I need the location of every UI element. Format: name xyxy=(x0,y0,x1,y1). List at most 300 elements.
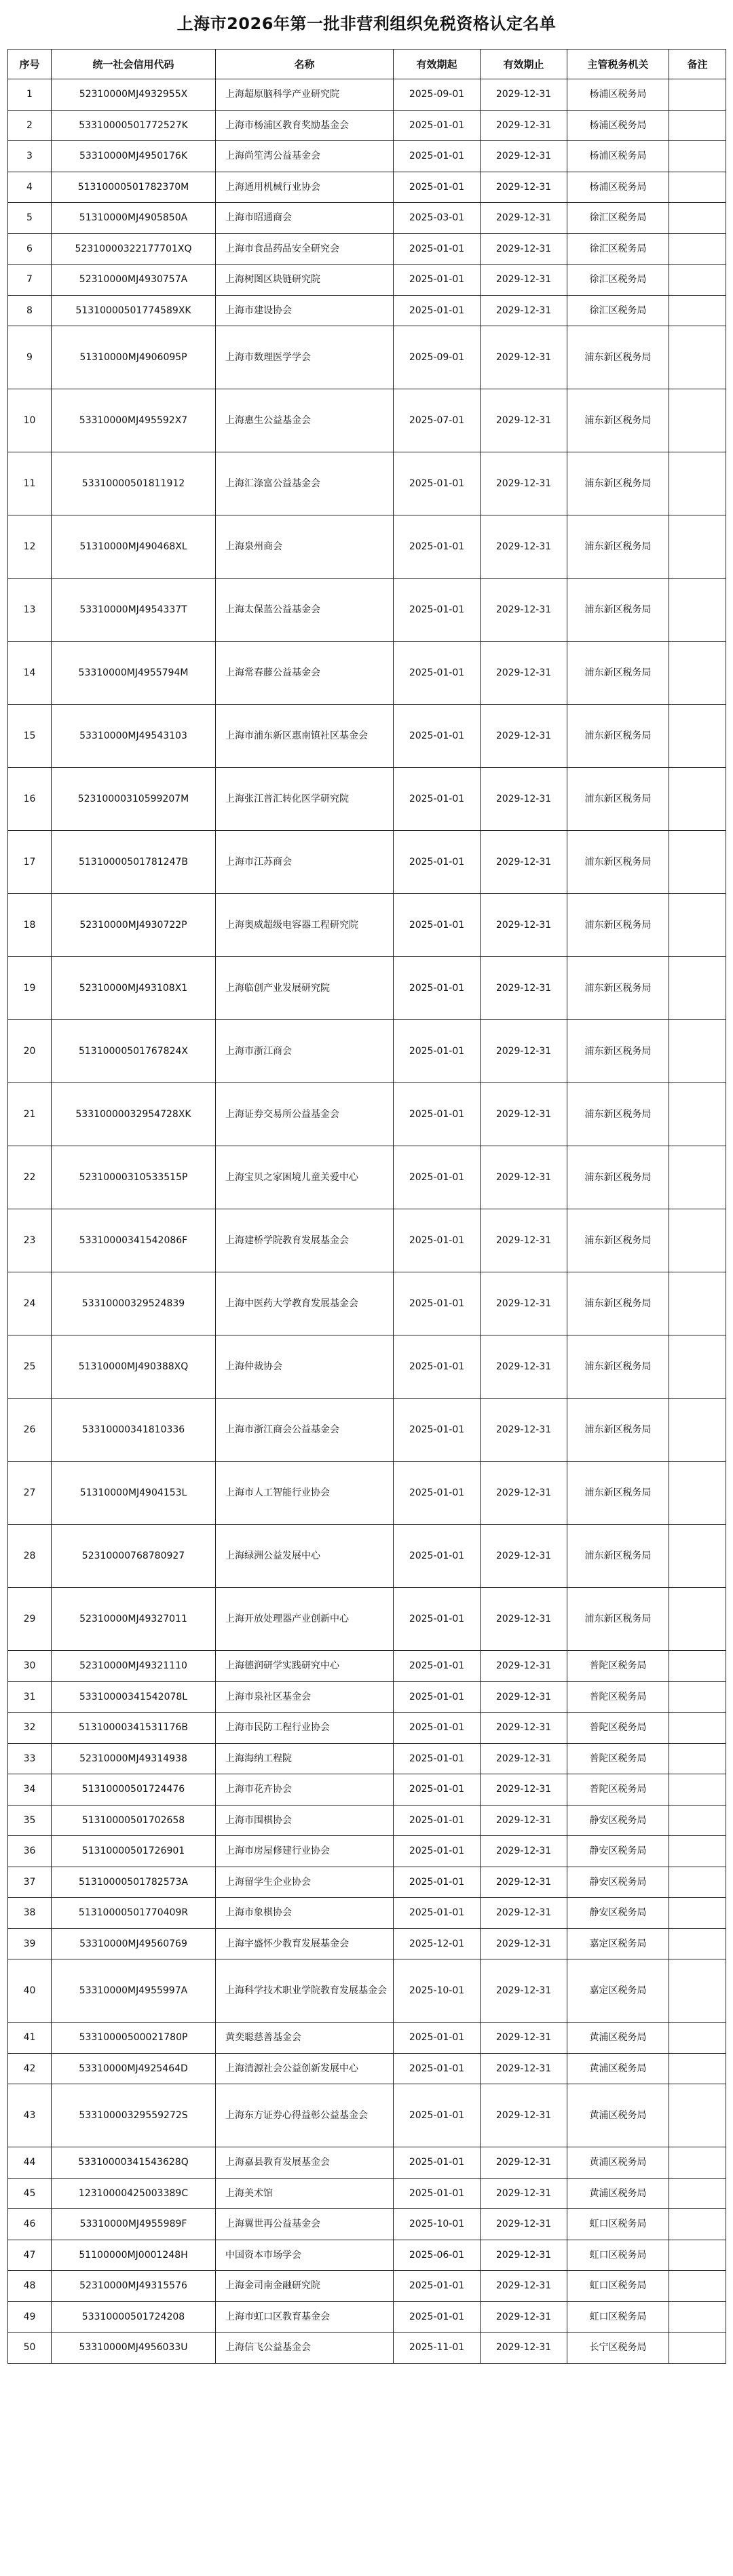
cell-org-name: 上海海纳工程院 xyxy=(216,1743,394,1774)
cell-valid-from: 2025-01-01 xyxy=(394,642,481,705)
cell-tax-authority: 浦东新区税务局 xyxy=(567,957,669,1020)
table-row xyxy=(8,957,726,1020)
cell-credit-code: 51310000MJ4905850A xyxy=(52,203,216,234)
cell-valid-from: 2025-01-01 xyxy=(394,1774,481,1806)
cell-tax-authority: 普陀区税务局 xyxy=(567,1713,669,1744)
cell-valid-to: 2029-12-31 xyxy=(481,515,567,579)
column-header-start: 有效期起 xyxy=(394,50,481,79)
cell-note xyxy=(669,1272,726,1335)
cell-note xyxy=(669,172,726,203)
table-row xyxy=(8,1928,726,1959)
cell-tax-authority: 浦东新区税务局 xyxy=(567,1272,669,1335)
cell-note xyxy=(669,1805,726,1836)
table-row xyxy=(8,2301,726,2333)
cell-valid-to: 2029-12-31 xyxy=(481,1083,567,1146)
cell-note xyxy=(669,2147,726,2179)
cell-org-name: 上海树图区块链研究院 xyxy=(216,265,394,296)
cell-no: 13 xyxy=(8,579,52,642)
table-row xyxy=(8,110,726,141)
cell-note xyxy=(669,1651,726,1682)
cell-org-name: 上海市浦东新区惠南镇社区基金会 xyxy=(216,705,394,768)
cell-credit-code: 53310000MJ4950176K xyxy=(52,141,216,172)
cell-no: 44 xyxy=(8,2147,52,2179)
cell-no: 19 xyxy=(8,957,52,1020)
cell-note xyxy=(669,452,726,515)
cell-note xyxy=(669,1928,726,1959)
cell-valid-to: 2029-12-31 xyxy=(481,1898,567,1929)
cell-valid-to: 2029-12-31 xyxy=(481,1209,567,1272)
cell-no: 16 xyxy=(8,768,52,831)
cell-valid-to: 2029-12-31 xyxy=(481,326,567,389)
cell-org-name: 上海仲裁协会 xyxy=(216,1335,394,1399)
cell-note xyxy=(669,233,726,265)
tax-exemption-table xyxy=(7,49,726,2364)
cell-no: 36 xyxy=(8,1836,52,1867)
table-row xyxy=(8,233,726,265)
cell-credit-code: 51310000MJ4906095P xyxy=(52,326,216,389)
cell-valid-to: 2029-12-31 xyxy=(481,203,567,234)
cell-note xyxy=(669,2084,726,2147)
cell-tax-authority: 静安区税务局 xyxy=(567,1805,669,1836)
cell-valid-from: 2025-01-01 xyxy=(394,1525,481,1588)
cell-valid-from: 2025-07-01 xyxy=(394,389,481,452)
cell-valid-from: 2025-01-01 xyxy=(394,1335,481,1399)
cell-valid-from: 2025-01-01 xyxy=(394,515,481,579)
cell-valid-from: 2025-01-01 xyxy=(394,1651,481,1682)
cell-no: 34 xyxy=(8,1774,52,1806)
cell-note xyxy=(669,1713,726,1744)
cell-no: 20 xyxy=(8,1020,52,1083)
table-row xyxy=(8,705,726,768)
cell-tax-authority: 黄浦区税务局 xyxy=(567,2053,669,2084)
cell-valid-to: 2029-12-31 xyxy=(481,172,567,203)
cell-credit-code: 12310000425003389C xyxy=(52,2178,216,2209)
cell-credit-code: 51310000MJ490468XL xyxy=(52,515,216,579)
cell-no: 46 xyxy=(8,2209,52,2240)
cell-note xyxy=(669,2209,726,2240)
table-row xyxy=(8,768,726,831)
cell-tax-authority: 浦东新区税务局 xyxy=(567,389,669,452)
cell-org-name: 上海市江苏商会 xyxy=(216,831,394,894)
cell-note xyxy=(669,1774,726,1806)
cell-valid-from: 2025-01-01 xyxy=(394,2023,481,2054)
cell-valid-to: 2029-12-31 xyxy=(481,1335,567,1399)
cell-valid-to: 2029-12-31 xyxy=(481,110,567,141)
cell-credit-code: 53310000501772527K xyxy=(52,110,216,141)
cell-credit-code: 53310000341543628Q xyxy=(52,2147,216,2179)
cell-credit-code: 53310000MJ49560769 xyxy=(52,1928,216,1959)
cell-no: 45 xyxy=(8,2178,52,2209)
cell-valid-from: 2025-01-01 xyxy=(394,141,481,172)
cell-no: 7 xyxy=(8,265,52,296)
cell-no: 42 xyxy=(8,2053,52,2084)
column-header-no: 序号 xyxy=(8,50,52,79)
cell-valid-to: 2029-12-31 xyxy=(481,295,567,326)
cell-valid-from: 2025-01-01 xyxy=(394,768,481,831)
cell-credit-code: 52310000MJ493108X1 xyxy=(52,957,216,1020)
cell-valid-from: 2025-01-01 xyxy=(394,831,481,894)
table-row xyxy=(8,515,726,579)
cell-valid-to: 2029-12-31 xyxy=(481,265,567,296)
cell-credit-code: 53310000341542078L xyxy=(52,1681,216,1713)
cell-valid-to: 2029-12-31 xyxy=(481,1774,567,1806)
cell-org-name: 上海市食品药品安全研究会 xyxy=(216,233,394,265)
cell-credit-code: 52310000768780927 xyxy=(52,1525,216,1588)
cell-valid-to: 2029-12-31 xyxy=(481,1525,567,1588)
cell-valid-from: 2025-01-01 xyxy=(394,1020,481,1083)
cell-no: 24 xyxy=(8,1272,52,1335)
cell-valid-from: 2025-10-01 xyxy=(394,1959,481,2023)
cell-tax-authority: 杨浦区税务局 xyxy=(567,79,669,111)
cell-credit-code: 53310000MJ4925464D xyxy=(52,2053,216,2084)
cell-tax-authority: 静安区税务局 xyxy=(567,1836,669,1867)
table-row xyxy=(8,1209,726,1272)
cell-credit-code: 53310000MJ4956033U xyxy=(52,2333,216,2364)
cell-valid-to: 2029-12-31 xyxy=(481,642,567,705)
cell-valid-to: 2029-12-31 xyxy=(481,2084,567,2147)
cell-note xyxy=(669,295,726,326)
cell-note xyxy=(669,1588,726,1651)
cell-credit-code: 53310000MJ4955989F xyxy=(52,2209,216,2240)
table-row xyxy=(8,141,726,172)
cell-credit-code: 51310000501724476 xyxy=(52,1774,216,1806)
cell-credit-code: 52310000322177701XQ xyxy=(52,233,216,265)
cell-tax-authority: 黄浦区税务局 xyxy=(567,2023,669,2054)
cell-valid-to: 2029-12-31 xyxy=(481,2333,567,2364)
column-header-tax-authority: 主管税务机关 xyxy=(567,50,669,79)
cell-no: 8 xyxy=(8,295,52,326)
cell-valid-from: 2025-01-01 xyxy=(394,1462,481,1525)
cell-org-name: 上海证券交易所公益基金会 xyxy=(216,1083,394,1146)
cell-credit-code: 53310000MJ49543103 xyxy=(52,705,216,768)
table-row xyxy=(8,1462,726,1525)
cell-no: 14 xyxy=(8,642,52,705)
cell-valid-to: 2029-12-31 xyxy=(481,705,567,768)
cell-credit-code: 52310000MJ4930757A xyxy=(52,265,216,296)
cell-valid-from: 2025-01-01 xyxy=(394,1399,481,1462)
cell-tax-authority: 浦东新区税务局 xyxy=(567,1020,669,1083)
cell-note xyxy=(669,1525,726,1588)
table-row xyxy=(8,452,726,515)
cell-credit-code: 52310000MJ49327011 xyxy=(52,1588,216,1651)
table-row xyxy=(8,1774,726,1806)
cell-no: 3 xyxy=(8,141,52,172)
cell-org-name: 上海市浙江商会 xyxy=(216,1020,394,1083)
cell-note xyxy=(669,1898,726,1929)
cell-credit-code: 51310000501782573A xyxy=(52,1867,216,1898)
cell-valid-from: 2025-01-01 xyxy=(394,172,481,203)
cell-org-name: 中国资本市场学会 xyxy=(216,2240,394,2271)
table-row xyxy=(8,2053,726,2084)
cell-no: 25 xyxy=(8,1335,52,1399)
cell-valid-from: 2025-01-01 xyxy=(394,1805,481,1836)
cell-no: 40 xyxy=(8,1959,52,2023)
cell-valid-from: 2025-01-01 xyxy=(394,1836,481,1867)
cell-valid-from: 2025-01-01 xyxy=(394,1713,481,1744)
cell-note xyxy=(669,1146,726,1209)
cell-valid-from: 2025-01-01 xyxy=(394,110,481,141)
cell-valid-from: 2025-01-01 xyxy=(394,2147,481,2179)
cell-org-name: 上海市围棋协会 xyxy=(216,1805,394,1836)
cell-tax-authority: 浦东新区税务局 xyxy=(567,515,669,579)
cell-org-name: 上海开放处理器产业创新中心 xyxy=(216,1588,394,1651)
cell-valid-from: 2025-03-01 xyxy=(394,203,481,234)
cell-credit-code: 53310000501811912 xyxy=(52,452,216,515)
cell-no: 18 xyxy=(8,894,52,957)
cell-note xyxy=(669,1209,726,1272)
cell-org-name: 上海市浙江商会公益基金会 xyxy=(216,1399,394,1462)
cell-valid-to: 2029-12-31 xyxy=(481,579,567,642)
cell-valid-from: 2025-01-01 xyxy=(394,1146,481,1209)
cell-org-name: 上海市花卉协会 xyxy=(216,1774,394,1806)
table-body xyxy=(8,79,726,2364)
cell-credit-code: 51310000501774589XK xyxy=(52,295,216,326)
table-header-row xyxy=(8,50,726,79)
cell-org-name: 上海翼世再公益基金会 xyxy=(216,2209,394,2240)
cell-valid-from: 2025-01-01 xyxy=(394,894,481,957)
cell-org-name: 上海宇盛怀少教育发展基金会 xyxy=(216,1928,394,1959)
cell-org-name: 上海张江普汇转化医学研究院 xyxy=(216,768,394,831)
cell-no: 47 xyxy=(8,2240,52,2271)
cell-valid-from: 2025-01-01 xyxy=(394,452,481,515)
cell-org-name: 上海通用机械行业协会 xyxy=(216,172,394,203)
cell-credit-code: 51310000501781247B xyxy=(52,831,216,894)
cell-note xyxy=(669,1020,726,1083)
cell-tax-authority: 浦东新区税务局 xyxy=(567,1335,669,1399)
cell-org-name: 上海德润研学实践研究中心 xyxy=(216,1651,394,1682)
cell-note xyxy=(669,1867,726,1898)
cell-credit-code: 53310000341810336 xyxy=(52,1399,216,1462)
cell-org-name: 上海临创产业发展研究院 xyxy=(216,957,394,1020)
cell-valid-to: 2029-12-31 xyxy=(481,2023,567,2054)
cell-tax-authority: 普陀区税务局 xyxy=(567,1681,669,1713)
table-row xyxy=(8,203,726,234)
cell-no: 26 xyxy=(8,1399,52,1462)
table-row xyxy=(8,2333,726,2364)
cell-org-name: 上海太保蓝公益基金会 xyxy=(216,579,394,642)
cell-credit-code: 53310000MJ495592X7 xyxy=(52,389,216,452)
cell-valid-from: 2025-01-01 xyxy=(394,1681,481,1713)
table-row xyxy=(8,1083,726,1146)
cell-valid-to: 2029-12-31 xyxy=(481,1805,567,1836)
cell-no: 30 xyxy=(8,1651,52,1682)
cell-org-name: 上海嘉县教育发展基金会 xyxy=(216,2147,394,2179)
cell-tax-authority: 浦东新区税务局 xyxy=(567,579,669,642)
cell-credit-code: 53310000341542086F xyxy=(52,1209,216,1272)
cell-tax-authority: 长宁区税务局 xyxy=(567,2333,669,2364)
cell-tax-authority: 静安区税务局 xyxy=(567,1867,669,1898)
cell-note xyxy=(669,515,726,579)
table-row xyxy=(8,831,726,894)
cell-credit-code: 53310000500021780P xyxy=(52,2023,216,2054)
cell-valid-from: 2025-01-01 xyxy=(394,2084,481,2147)
page-title: 上海市2026年第一批非营利组织免税资格认定名单 xyxy=(176,14,557,33)
cell-credit-code: 51310000501782370M xyxy=(52,172,216,203)
cell-org-name: 上海市人工智能行业协会 xyxy=(216,1462,394,1525)
cell-credit-code: 52310000MJ49314938 xyxy=(52,1743,216,1774)
cell-org-name: 上海市建设协会 xyxy=(216,295,394,326)
cell-org-name: 上海宝贝之家困境儿童关爱中心 xyxy=(216,1146,394,1209)
column-header-code: 统一社会信用代码 xyxy=(52,50,216,79)
table-row xyxy=(8,1959,726,2023)
cell-tax-authority: 虹口区税务局 xyxy=(567,2271,669,2302)
cell-tax-authority: 虹口区税务局 xyxy=(567,2240,669,2271)
cell-no: 1 xyxy=(8,79,52,111)
cell-org-name: 上海市象棋协会 xyxy=(216,1898,394,1929)
cell-no: 38 xyxy=(8,1898,52,1929)
cell-valid-from: 2025-01-01 xyxy=(394,1588,481,1651)
table-row xyxy=(8,2209,726,2240)
table-row xyxy=(8,295,726,326)
column-header-note: 备注 xyxy=(669,50,726,79)
cell-valid-to: 2029-12-31 xyxy=(481,1836,567,1867)
table-row xyxy=(8,1651,726,1682)
cell-tax-authority: 徐汇区税务局 xyxy=(567,233,669,265)
cell-valid-to: 2029-12-31 xyxy=(481,1399,567,1462)
cell-note xyxy=(669,2023,726,2054)
cell-credit-code: 51310000501702658 xyxy=(52,1805,216,1836)
cell-credit-code: 53310000501724208 xyxy=(52,2301,216,2333)
cell-no: 50 xyxy=(8,2333,52,2364)
table-row xyxy=(8,1681,726,1713)
cell-tax-authority: 黄浦区税务局 xyxy=(567,2084,669,2147)
cell-no: 2 xyxy=(8,110,52,141)
cell-credit-code: 53310000MJ4954337T xyxy=(52,579,216,642)
cell-note xyxy=(669,2178,726,2209)
cell-valid-to: 2029-12-31 xyxy=(481,2053,567,2084)
cell-tax-authority: 普陀区税务局 xyxy=(567,1774,669,1806)
cell-org-name: 上海市泉社区基金会 xyxy=(216,1681,394,1713)
cell-no: 5 xyxy=(8,203,52,234)
cell-valid-to: 2029-12-31 xyxy=(481,452,567,515)
cell-valid-from: 2025-01-01 xyxy=(394,1209,481,1272)
cell-tax-authority: 浦东新区税务局 xyxy=(567,831,669,894)
cell-note xyxy=(669,642,726,705)
cell-no: 29 xyxy=(8,1588,52,1651)
cell-org-name: 上海建桥学院教育发展基金会 xyxy=(216,1209,394,1272)
cell-tax-authority: 浦东新区税务局 xyxy=(567,1146,669,1209)
cell-note xyxy=(669,203,726,234)
cell-note xyxy=(669,2333,726,2364)
cell-valid-to: 2029-12-31 xyxy=(481,2301,567,2333)
cell-tax-authority: 普陀区税务局 xyxy=(567,1743,669,1774)
cell-org-name: 上海泉州商会 xyxy=(216,515,394,579)
cell-org-name: 上海市房屋修建行业协会 xyxy=(216,1836,394,1867)
cell-credit-code: 51310000341531176B xyxy=(52,1713,216,1744)
cell-valid-to: 2029-12-31 xyxy=(481,389,567,452)
cell-no: 9 xyxy=(8,326,52,389)
cell-valid-from: 2025-01-01 xyxy=(394,233,481,265)
table-row xyxy=(8,1836,726,1867)
table-row xyxy=(8,172,726,203)
cell-valid-to: 2029-12-31 xyxy=(481,141,567,172)
cell-org-name: 上海超原脑科学产业研究院 xyxy=(216,79,394,111)
cell-valid-to: 2029-12-31 xyxy=(481,957,567,1020)
cell-note xyxy=(669,1335,726,1399)
table-row xyxy=(8,1335,726,1399)
cell-org-name: 上海市民防工程行业协会 xyxy=(216,1713,394,1744)
cell-no: 27 xyxy=(8,1462,52,1525)
cell-credit-code: 52310000MJ49321110 xyxy=(52,1651,216,1682)
cell-note xyxy=(669,1681,726,1713)
cell-tax-authority: 杨浦区税务局 xyxy=(567,141,669,172)
table-row xyxy=(8,1525,726,1588)
cell-valid-to: 2029-12-31 xyxy=(481,1743,567,1774)
cell-no: 12 xyxy=(8,515,52,579)
cell-no: 4 xyxy=(8,172,52,203)
cell-valid-from: 2025-10-01 xyxy=(394,2209,481,2240)
cell-note xyxy=(669,265,726,296)
table-row xyxy=(8,894,726,957)
cell-credit-code: 51310000501726901 xyxy=(52,1836,216,1867)
cell-credit-code: 51310000501767824X xyxy=(52,1020,216,1083)
cell-valid-to: 2029-12-31 xyxy=(481,1959,567,2023)
cell-org-name: 上海奥威超级电容器工程研究院 xyxy=(216,894,394,957)
cell-note xyxy=(669,1083,726,1146)
cell-valid-from: 2025-01-01 xyxy=(394,579,481,642)
table-row xyxy=(8,1588,726,1651)
cell-no: 39 xyxy=(8,1928,52,1959)
cell-valid-from: 2025-01-01 xyxy=(394,1083,481,1146)
cell-note xyxy=(669,110,726,141)
cell-valid-from: 2025-01-01 xyxy=(394,2271,481,2302)
table-row xyxy=(8,265,726,296)
table-row xyxy=(8,2023,726,2054)
cell-tax-authority: 黄浦区税务局 xyxy=(567,2178,669,2209)
cell-no: 41 xyxy=(8,2023,52,2054)
cell-credit-code: 53310000MJ4955794M xyxy=(52,642,216,705)
cell-no: 35 xyxy=(8,1805,52,1836)
table-row xyxy=(8,79,726,111)
cell-tax-authority: 嘉定区税务局 xyxy=(567,1959,669,2023)
cell-tax-authority: 嘉定区税务局 xyxy=(567,1928,669,1959)
cell-org-name: 上海市杨浦区教育奖励基金会 xyxy=(216,110,394,141)
cell-valid-from: 2025-01-01 xyxy=(394,2053,481,2084)
cell-no: 32 xyxy=(8,1713,52,1744)
cell-note xyxy=(669,2301,726,2333)
cell-valid-to: 2029-12-31 xyxy=(481,1867,567,1898)
cell-tax-authority: 浦东新区税务局 xyxy=(567,894,669,957)
cell-credit-code: 53310000329524839 xyxy=(52,1272,216,1335)
cell-org-name: 上海信飞公益基金会 xyxy=(216,2333,394,2364)
table-row xyxy=(8,642,726,705)
table-row xyxy=(8,1898,726,1929)
cell-valid-to: 2029-12-31 xyxy=(481,233,567,265)
table-row xyxy=(8,1399,726,1462)
cell-tax-authority: 浦东新区税务局 xyxy=(567,326,669,389)
cell-credit-code: 52310000MJ4930722P xyxy=(52,894,216,957)
cell-org-name: 上海惠生公益基金会 xyxy=(216,389,394,452)
cell-valid-from: 2025-01-01 xyxy=(394,1272,481,1335)
cell-valid-to: 2029-12-31 xyxy=(481,1020,567,1083)
cell-valid-to: 2029-12-31 xyxy=(481,2209,567,2240)
cell-valid-from: 2025-01-01 xyxy=(394,265,481,296)
cell-no: 31 xyxy=(8,1681,52,1713)
cell-credit-code: 51310000MJ490388XQ xyxy=(52,1335,216,1399)
cell-tax-authority: 浦东新区税务局 xyxy=(567,1399,669,1462)
cell-tax-authority: 浦东新区税务局 xyxy=(567,768,669,831)
cell-org-name: 上海美术馆 xyxy=(216,2178,394,2209)
cell-valid-from: 2025-01-01 xyxy=(394,1743,481,1774)
table-row xyxy=(8,1272,726,1335)
table-row xyxy=(8,2271,726,2302)
cell-org-name: 上海汇涤富公益基金会 xyxy=(216,452,394,515)
cell-org-name: 黄奕聪慈善基金会 xyxy=(216,2023,394,2054)
cell-valid-to: 2029-12-31 xyxy=(481,1588,567,1651)
cell-valid-from: 2025-01-01 xyxy=(394,295,481,326)
table-row xyxy=(8,1805,726,1836)
cell-note xyxy=(669,1462,726,1525)
